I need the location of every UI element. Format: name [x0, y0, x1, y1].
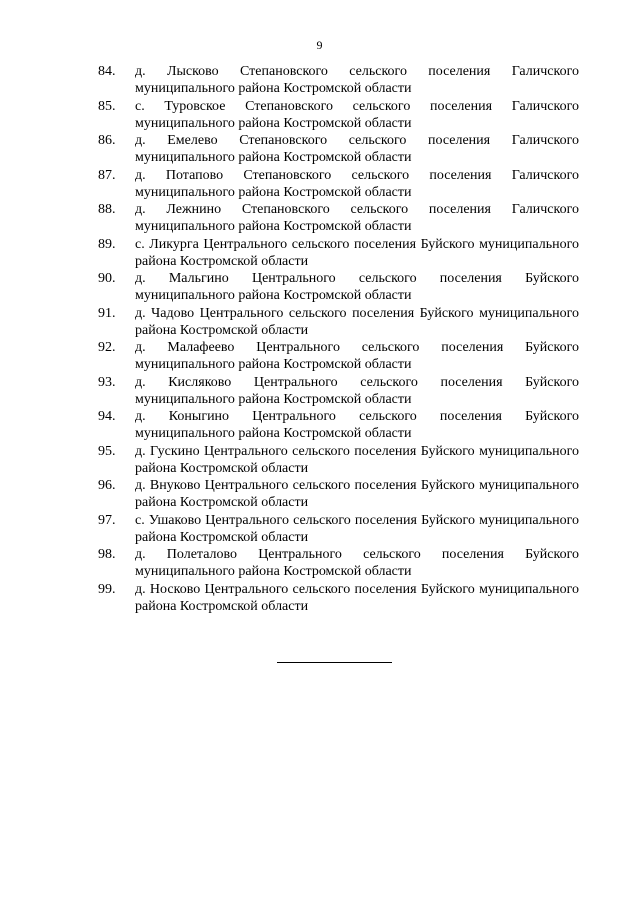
item-number: 99.: [98, 581, 116, 597]
item-text: д. Полеталово Центрального сельского поселения Буйского муниципального района Костромской области: [135, 547, 579, 579]
item-text: д. Лежнино Степановского сельского поселения Галичского муниципального района Костромской области: [135, 202, 579, 234]
item-number: 85.: [98, 98, 116, 114]
item-text: д. Коныгино Центрального сельского поселения Буйского муниципального района Костромской области: [135, 409, 579, 441]
item-number: 91.: [98, 305, 116, 321]
list-item: [98, 374, 579, 409]
item-text: д. Чадово Центрального сельского поселения Буйского муниципального района Костромской области: [135, 305, 579, 338]
item-text: д. Лысково Степановского сельского поселения Галичского муниципального района Костромской области: [135, 64, 579, 96]
list-item: [98, 477, 579, 512]
page-number: 9: [316, 38, 323, 52]
item-number: 90.: [98, 271, 116, 286]
item-text: д. Потапово Степановского сельского поселения Галичского муниципального района Костромской области: [135, 167, 579, 200]
item-text: с. Ушаково Центрального сельского поселения Буйского муниципального района Костромской области: [135, 512, 579, 545]
item-number: 84.: [98, 64, 116, 79]
list-item: [98, 63, 579, 98]
item-number: 97.: [98, 512, 116, 528]
list-item: [98, 201, 579, 236]
list-item: [98, 512, 579, 547]
item-text: д. Носково Центрального сельского поселения Буйского муниципального района Костромской области: [135, 581, 579, 614]
item-number: 88.: [98, 202, 116, 217]
item-number: 87.: [98, 167, 116, 183]
end-of-list-rule: [277, 662, 392, 663]
item-number: 92.: [98, 340, 116, 355]
item-text: с. Туровское Степановского сельского поселения Галичского муниципального района Костромской области: [135, 98, 579, 131]
item-text: д. Емелево Степановского сельского поселения Галичского муниципального района Костромской области: [135, 133, 579, 165]
item-number: 89.: [98, 236, 116, 252]
item-text: д. Кисляково Центрального сельского поселения Буйского муниципального района Костромской области: [135, 374, 579, 407]
list-item: [98, 132, 579, 167]
list-item: [98, 98, 579, 133]
item-number: 86.: [98, 133, 116, 148]
item-text: д. Мальгино Центрального сельского поселения Буйского муниципального района Костромской области: [135, 271, 579, 303]
list-item: [98, 339, 579, 374]
list-item: [98, 236, 579, 271]
list-item: [98, 408, 579, 443]
item-number: 93.: [98, 374, 116, 390]
settlement-list: [98, 63, 579, 615]
item-number: 94.: [98, 409, 116, 424]
list-item: [98, 443, 579, 478]
item-text: с. Ликурга Центрального сельского поселения Буйского муниципального района Костромской области: [135, 236, 579, 269]
list-item: [98, 546, 579, 581]
item-number: 95.: [98, 443, 116, 459]
item-text: д. Внуково Центрального сельского поселения Буйского муниципального района Костромской области: [135, 478, 579, 510]
item-number: 96.: [98, 478, 116, 493]
item-text: д. Гускино Центрального сельского поселения Буйского муниципального района Костромской области: [135, 443, 579, 476]
item-text: д. Малафеево Центрального сельского поселения Буйского муниципального района Костромской области: [135, 340, 579, 372]
list-item: [98, 167, 579, 202]
list-item: [98, 305, 579, 340]
item-number: 98.: [98, 547, 116, 562]
list-item: [98, 270, 579, 305]
list-item: [98, 581, 579, 616]
